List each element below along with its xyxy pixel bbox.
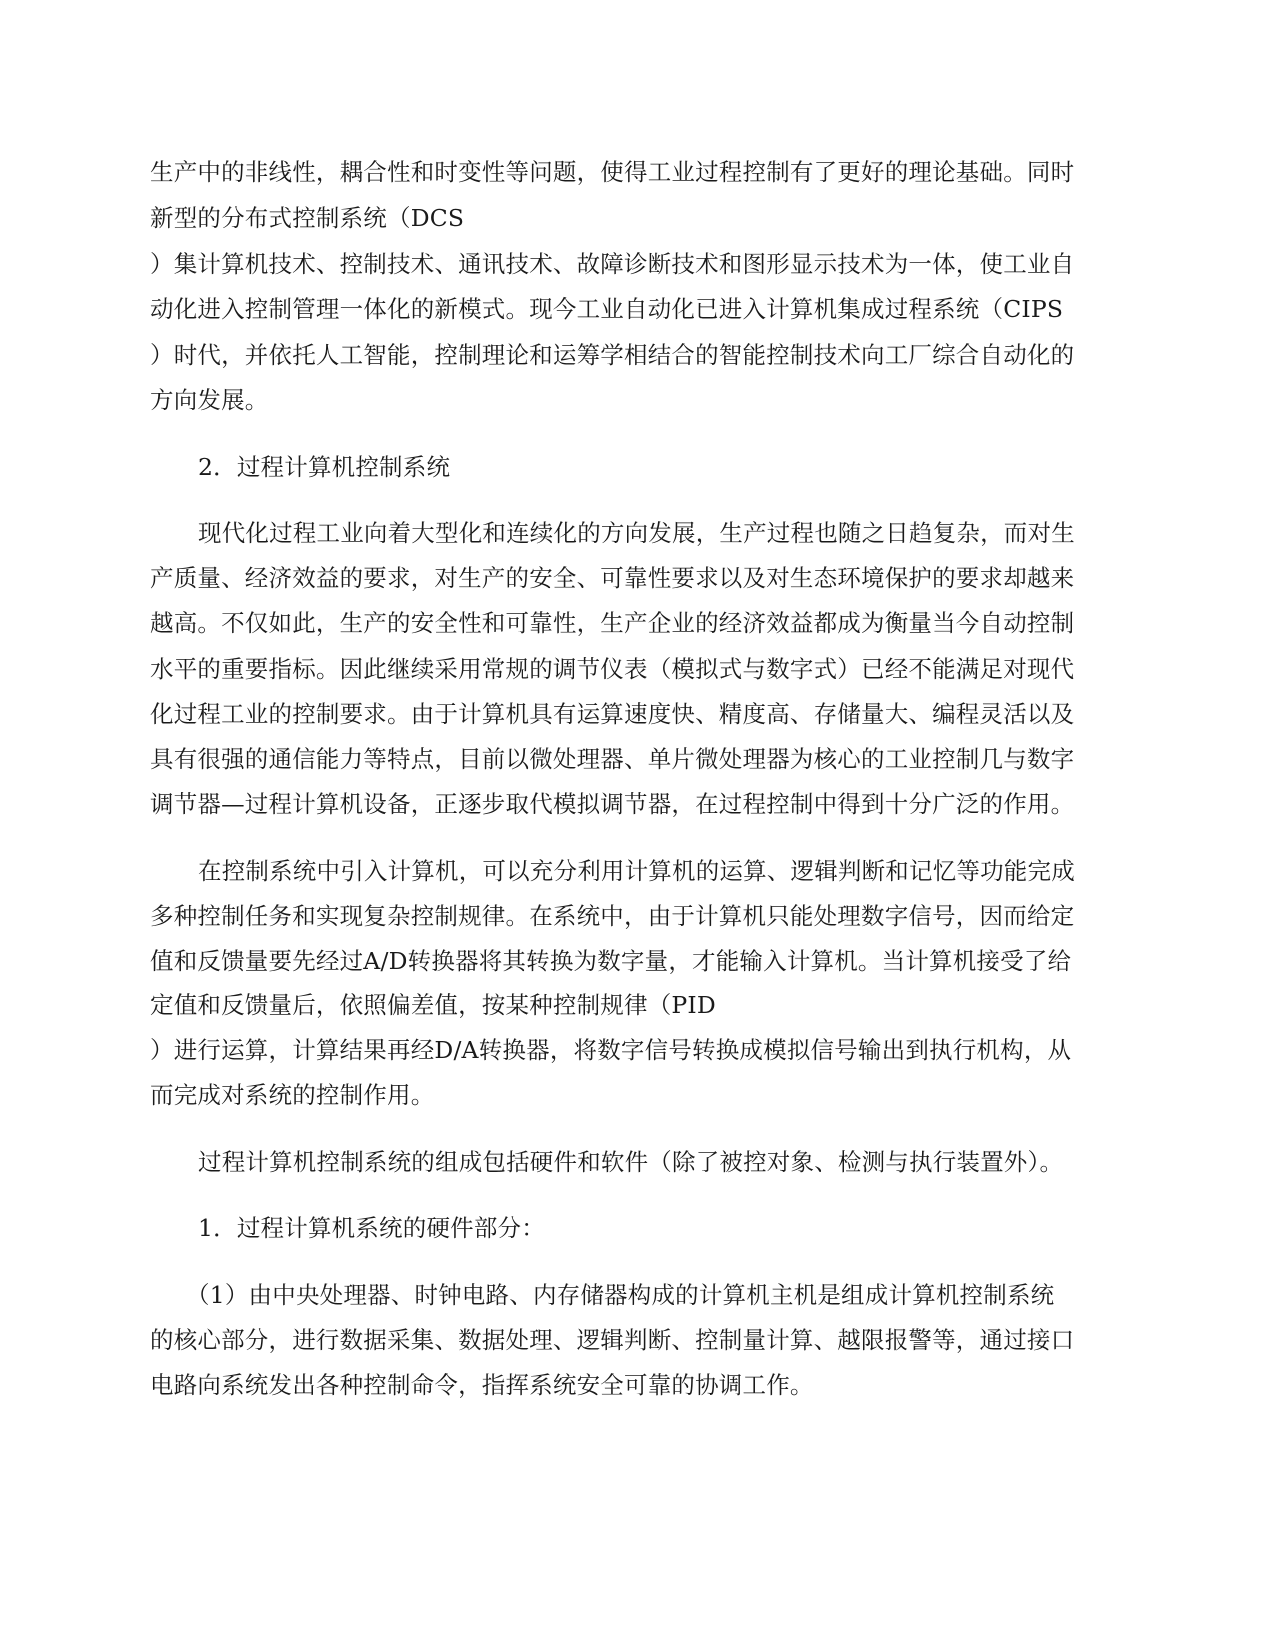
paragraph-line: 的核心部分，进行数据采集、数据处理、逻辑判断、控制量计算、越限报警等，通过接口 [150,1326,1075,1354]
paragraph-line: （1）由中央处理器、时钟电路、内存储器构成的计算机主机是组成计算机控制系统 [186,1281,1055,1309]
paragraph-line: ）时代，并依托人工智能，控制理论和运筹学相结合的智能控制技术向工厂综合自动化的 [150,341,1075,369]
paragraph-line: 在控制系统中引入计算机，可以充分利用计算机的运算、逻辑判断和记忆等功能完成 [198,857,1075,885]
paragraph-line: 而完成对系统的控制作用。 [150,1081,435,1109]
paragraph-line: 动化进入控制管理一体化的新模式。现今工业自动化已进入计算机集成过程系统（CIPS [150,295,1064,323]
section-heading: 2．过程计算机控制系统 [198,453,451,481]
paragraph-line: 多种控制任务和实现复杂控制规律。在系统中，由于计算机只能处理数字信号，因而给定 [150,902,1075,930]
paragraph-line: 电路向系统发出各种控制命令，指挥系统安全可靠的协调工作。 [150,1371,814,1399]
paragraph-line: 具有很强的通信能力等特点，目前以微处理器、单片微处理器为核心的工业控制几与数字 [150,745,1075,773]
paragraph-line: 过程计算机控制系统的组成包括硬件和软件（除了被控对象、检测与执行装置外）。 [198,1148,1064,1176]
section-heading: 1．过程计算机系统的硬件部分： [198,1214,545,1242]
paragraph-line: 生产中的非线性，耦合性和时变性等问题，使得工业过程控制有了更好的理论基础。同时 [150,158,1075,186]
paragraph-line: 值和反馈量要先经过A/D转换器将其转换为数字量，才能输入计算机。当计算机接受了给 [150,947,1072,975]
paragraph-line: 新型的分布式控制系统（DCS [150,204,465,232]
paragraph-line: ）集计算机技术、控制技术、通讯技术、故障诊断技术和图形显示技术为一体，使工业自 [150,250,1075,278]
paragraph-line: 方向发展。 [150,386,269,414]
paragraph-line: 水平的重要指标。因此继续采用常规的调节仪表（模拟式与数字式）已经不能满足对现代 [150,655,1075,683]
paragraph-line: ）进行运算，计算结果再经D/A转换器，将数字信号转换成模拟信号输出到执行机构，从 [150,1036,1072,1064]
paragraph-line: 现代化过程工业向着大型化和连续化的方向发展，生产过程也随之日趋复杂，而对生 [198,519,1075,547]
paragraph-line: 调节器—过程计算机设备，正逐步取代模拟调节器，在过程控制中得到十分广泛的作用。 [150,790,1075,818]
paragraph-line: 化过程工业的控制要求。由于计算机具有运算速度快、精度高、存储量大、编程灵活以及 [150,700,1075,728]
paragraph-line: 越高。不仅如此，生产的安全性和可靠性，生产企业的经济效益都成为衡量当今自动控制 [150,609,1075,637]
paragraph-line: 定值和反馈量后，依照偏差值，按某种控制规律（PID [150,991,716,1019]
paragraph-line: 产质量、经济效益的要求，对生产的安全、可靠性要求以及对生态环境保护的要求却越来 [150,564,1075,592]
